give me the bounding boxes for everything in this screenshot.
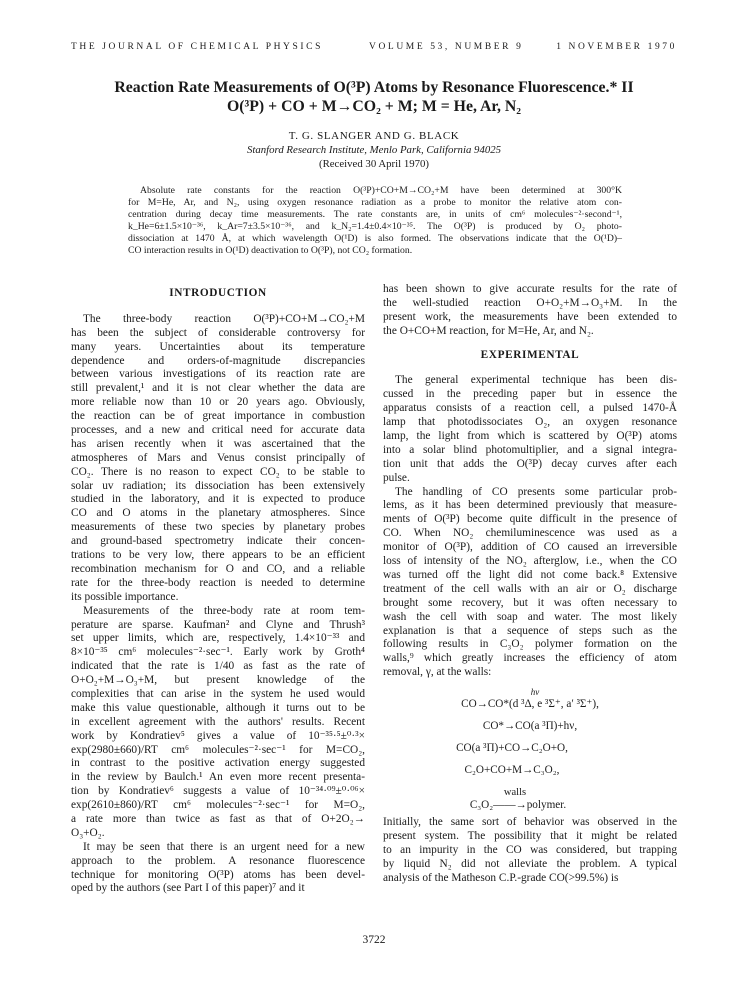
text-line: the O+CO+M reaction, for M=He, Ar, and N₂. [383,324,594,337]
text-line: a rate more than twice as fast as that of O+2O₂→ [71,812,365,825]
abstract-line: centration during decay time measurements. The rate constants are, in units of cm⁶ molecules⁻²·second⁻¹, [128,209,622,221]
text-line: cussed in the preceding paper but in essence the [383,388,677,401]
text-line: solar uv radiation; its dissociation has been extensively [71,479,365,492]
text-line: into a solar blind photomultiplier, and a signal integra- [383,443,677,456]
text-line: in contrast to the positive activation energy suggested [71,757,365,770]
text-line: trations to be very low, there appears to be an efficient [71,549,365,562]
text-line: more reliable now than 10 or 20 years ago. Obviously, [71,396,365,409]
abstract-line: dissociation at 1470 Å, at which wavelength O(¹D) is also formed. The observations indicate that the O(¹D)– [128,233,622,245]
text-line: many years. Uncertainties about its temperature [71,340,365,353]
text-line: oped by the authors (see Part I of this paper)⁷ and it [71,882,305,895]
abstract [128,185,622,258]
experimental-body-continued [383,816,677,885]
text-line: its possible importance. [71,590,179,603]
left-column [71,283,365,896]
text-line: present work, the measurements have been extended to [383,310,677,323]
text-line: and ground-based spectrometry indicate their concen- [71,535,365,548]
abstract-line: CO interaction results in O(¹D) deactivation to O(³P), not CO₂ formation. [128,245,413,257]
text-line: in the review by Baulch.¹ An even more recent presenta- [71,771,365,784]
text-line: monitor of O(³P), addition of CO caused an irreversible [383,541,677,554]
text-line: following results in C₃O₂ polymer formation on the [383,638,677,651]
reaction-equations [383,686,677,812]
text-line: has arisen recently when it was ascertained that the [71,437,365,450]
text-line: by liquid N₂ did not alleviate the problem. A typical [383,858,677,871]
text-line: explanation is that a sequence of steps such as the [383,624,677,637]
text-line: loss of intensity of the NO₂ afterglow, i.e., when the CO [383,555,677,568]
text-line: atmospheres of Mars and Venus consist principally of [71,451,365,464]
text-line: CO and O atoms in the planetary atmospheres. Since [71,507,365,520]
journal-name: THE JOURNAL OF CHEMICAL PHYSICS [71,42,323,52]
text-line: It may be seen that there is an urgent need for a new [83,840,365,853]
text-line: present system. The possibility that it might be related [383,830,677,843]
text-line: still prevalent,¹ and it is not clear whether the data are [71,382,365,395]
text-line: The three-body reaction O(³P)+CO+M→CO₂+M [83,312,365,325]
affiliation: Stanford Research Institute, Menlo Park, California 94025 [246,144,502,156]
text-line: was turned off the light did not come back.⁸ Extensive [383,568,677,581]
text-line: removal, γ, at the walls: [383,666,492,679]
text-line: wash the cell with soap and water. The most likely [383,610,677,623]
title-line-2: O(³P) + CO + M→CO₂ + M; M = He, Ar, N₂ [227,98,521,115]
experimental-body [383,374,677,680]
running-head [71,42,677,56]
text-line: walls,⁹ which greatly increases the efficiency of atom [383,652,677,665]
text-line: lamp that photodissociates O₂, an oxygen resonance [383,416,677,429]
text-line: analysis of the Matheson C.P.-grade CO(>99.5%) is [383,871,619,884]
text-line: CO₂. There is no reason to expect CO₂ to be stable to [71,465,365,478]
text-line: CO. When NO₂ chemiluminescence was used as a [383,527,677,540]
text-line: The handling of CO presents some particular prob- [395,485,677,498]
equation-1: CO→CO*(d ³Δ, e ³Σ⁺, a′ ³Σ⁺), [461,697,599,710]
text-line: pulse. [383,471,410,484]
text-line: perature are sparse. Kaufman² and Clyne and Thrush³ [71,618,365,631]
text-line: has been the subject of considerable controversy for [71,326,365,339]
text-line: dependence and orders-of-magnitude discrepancies [71,354,365,367]
abstract-line: Absolute rate constants for the reaction O(³P)+CO+M→CO₂+M have been determined at 300°K [140,185,622,196]
walls-label: walls [503,786,527,798]
text-line: the reaction can be of great importance in combustion [71,410,365,423]
text-line: studied in the laboratory, and it is expected to produce [71,493,365,506]
equation-4: C₂O+CO+M→C₃O₂, [464,763,560,776]
text-line: make this value questionable, although it turns out to be [71,701,365,714]
text-line: the well-studied reaction O+O₂+M→O₃+M. In the [383,296,677,309]
right-column [383,283,677,886]
title-block [71,78,677,171]
text-line: ments of O(³P) become quite difficult in the presence of [383,513,677,526]
text-line: 8×10⁻³⁵ cm⁶ molecules⁻²·sec⁻¹. Early work by Groth⁴ [71,646,365,659]
text-line: tion by Kondratiev⁶ suggests a value of 10⁻³⁴·⁰⁹±⁰·⁰⁶× [71,785,365,798]
text-line: between various investigations of its reaction rate are [71,368,365,381]
equation-2: CO*→CO(a ³Π)+hν, [482,719,578,732]
abstract-line: for M=He, Ar, and N₂, using oxygen resonance radiation as a probe to monitor the relative atom con- [128,197,622,209]
text-line: complexities that can arise in the system he used would [71,687,365,700]
text-line: measurements of these two species by planetary probes [71,521,365,534]
text-line: rate for the three-body reaction is needed to determine [71,576,365,589]
text-line: Initially, the same sort of behavior was observed in the [383,816,677,829]
volume-number: VOLUME 53, NUMBER 9 [369,42,524,52]
issue-date: 1 NOVEMBER 1970 [556,42,677,52]
title-line-1: Reaction Rate Measurements of O(³P) Atoms by Resonance Fluorescence.* II [114,79,634,96]
text-line: treatment of the cell walls with an air or O₂ discharge [383,582,677,595]
equation-3: CO(a ³Π)+CO→C₂O+O, [456,741,568,754]
experimental-heading: EXPERIMENTAL [480,348,580,361]
abstract-line: k_He=6±1.5×10⁻³⁶, k_Ar=7±3.5×10⁻³⁶, and k_N₂=1.4±0.4×10⁻³⁵. The O(³P) is produced by O₂ photo- [128,221,622,233]
introduction-continued [383,283,677,339]
text-line: set upper limits, which are, respectively, 1.4×10⁻³³ and [71,632,365,645]
text-line: to an impurity in the CO was considered, but trapping [383,844,677,857]
text-line: O+O₂+M→O₃+M, but present knowledge of the [71,674,365,687]
text-line: lems, as it has been determined previously that measure- [383,499,677,512]
text-line: exp(2610±860)/RT cm⁶ molecules⁻²·sec⁻¹ for M=O₂, [71,799,365,812]
text-line: apparatus consists of a reaction cell, a pulsed 1470-Å [383,402,677,415]
text-line: The general experimental technique has been dis- [395,374,677,387]
text-line: approach to the problem. A resonance fluorescence [71,854,365,867]
introduction-body [71,313,365,896]
hv-label: hν [530,687,540,698]
text-line: processes, and a new and critical need for accurate data [71,424,365,437]
text-line: has been shown to give accurate results for the rate of [383,283,677,295]
text-line: exp(2980±660)/RT cm⁶ molecules⁻²·sec⁻¹ for M=CO₂, [71,743,365,756]
text-line: tion unit that adds the O(³P) decay curves after each [383,457,677,470]
text-line: in excellent agreement with the authors' results. Recent [71,715,365,728]
received-date: (Received 30 April 1970) [318,158,430,170]
page-number: 3722 [362,934,386,946]
text-line: technique for monitoring O(³P) atoms has been devel- [71,868,365,881]
text-line: recombination mechanism for O and CO, and a reliable [71,562,365,575]
text-line: indicated that the rate is 1/40 as fast as the rate of [71,660,365,673]
text-line: lamp, the light from which is scattered by O(³P) atoms [383,430,677,443]
text-line: brought some recovery, but it was often necessary to [383,596,677,609]
text-line: work by Kondratiev⁵ gives a value of 10⁻³⁵·⁵±⁰·³× [71,729,365,742]
introduction-heading: INTRODUCTION [169,287,267,299]
text-line: O₃+O₂. [71,826,105,839]
equation-5: C₃O₂——→polymer. [469,798,567,811]
authors: T. G. SLANGER AND G. BLACK [288,130,460,142]
text-line: Measurements of the three-body rate at room tem- [83,604,365,617]
